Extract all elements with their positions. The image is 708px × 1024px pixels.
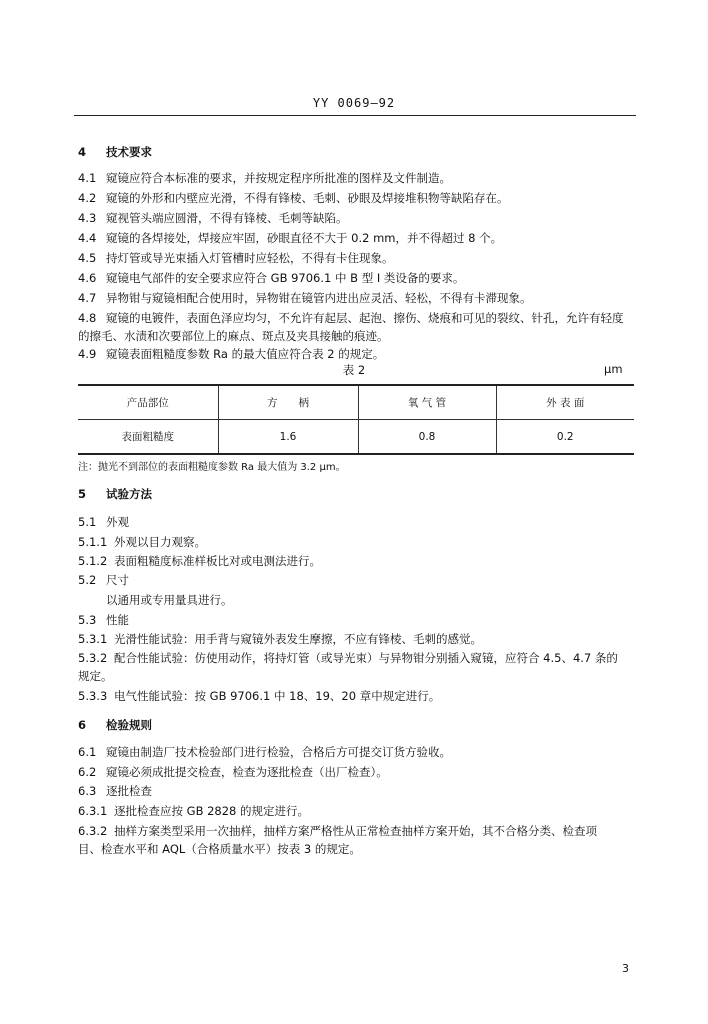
table-cell: 1.6	[218, 420, 358, 455]
clause-text: 抽样方案类型采用一次抽样，抽样方案严格性从正常检查抽样方案开始，其不合格分类、检查项	[114, 824, 597, 838]
clause-text: 窥镜的电镀件，表面色泽应均匀，不允许有起层、起泡、擦伤、烧痕和可见的裂纹、针孔，允许有轻度	[106, 311, 624, 325]
clause-4-6	[78, 270, 640, 286]
clause-number: 5.3.2	[78, 651, 108, 665]
section-number: 6	[78, 718, 87, 732]
clause-5-2	[78, 572, 640, 588]
clause-number: 5.1	[78, 515, 97, 529]
clause-text: 窥视管头端应圆滑，不得有锋棱、毛刺等缺陷。	[106, 211, 348, 225]
clause-text: 外观	[106, 515, 129, 529]
clause-6-2	[78, 764, 640, 780]
clause-5-3-2-continued: 规定。	[78, 669, 113, 683]
table-header-cell: 产品部位	[78, 385, 218, 420]
table-2-title: 表 2	[342, 363, 366, 377]
clause-4-8-continued: 的擦毛、水渍和次要部位上的麻点、斑点及夹具接触的痕迹。	[78, 329, 389, 343]
clause-5-3	[78, 612, 640, 628]
clause-number: 4.1	[78, 171, 97, 185]
header-rule	[74, 115, 636, 116]
clause-number: 6.3.1	[78, 804, 108, 818]
clause-number: 4.7	[78, 291, 97, 305]
table-cell: 0.2	[496, 420, 634, 455]
table-header-row	[78, 385, 634, 420]
clause-number: 6.1	[78, 745, 97, 759]
clause-4-5	[78, 250, 640, 266]
clause-text: 窥镜电气部件的安全要求应符合 GB 9706.1 中 B 型 I 类设备的要求。	[106, 271, 465, 285]
clause-text: 光滑性能试验：用手背与窥镜外表发生摩擦，不应有锋棱、毛刺的感觉。	[114, 632, 482, 646]
table-header-cell: 方 柄	[218, 385, 358, 420]
clause-text: 性能	[106, 613, 129, 627]
table-2-unit: μm	[604, 362, 623, 376]
clause-text: 异物钳与窥镜相配合使用时，异物钳在镜管内进出应灵活、轻松，不得有卡滞现象。	[106, 291, 532, 305]
clause-number: 5.2	[78, 573, 97, 587]
clause-text: 逐批检查	[106, 784, 152, 798]
page-number: 3	[622, 962, 629, 975]
standard-code-header: YY 0069—92	[312, 96, 396, 110]
table-cell: 表面粗糙度	[78, 420, 218, 455]
clause-4-1	[78, 170, 640, 186]
clause-text: 窥镜的外形和内壁应光滑，不得有锋棱、毛刺、砂眼及焊接堆积物等缺陷存在。	[106, 191, 509, 205]
clause-4-8	[78, 310, 640, 326]
clause-text: 持灯管或导光束插入灯管槽时应轻松，不得有卡住现象。	[106, 251, 394, 265]
clause-6-3-2	[78, 823, 640, 839]
clause-number: 5.3.1	[78, 632, 108, 646]
clause-6-1	[78, 744, 640, 760]
clause-number: 4.5	[78, 251, 97, 265]
clause-text: 电气性能试验：按 GB 9706.1 中 18、19、20 章中规定进行。	[114, 689, 441, 703]
clause-6-3-2-continued: 目、检查水平和 AQL（合格质量水平）按表 3 的规定。	[78, 842, 361, 856]
section-title: 检验规则	[106, 718, 152, 732]
clause-number: 4.8	[78, 311, 97, 325]
table-header-cell: 外 表 面	[496, 385, 634, 420]
section-number: 5	[78, 487, 87, 501]
clause-6-3-1	[78, 803, 640, 819]
clause-5-3-3	[78, 688, 640, 704]
table-cell: 0.8	[358, 420, 496, 455]
clause-text: 逐批检查应按 GB 2828 的规定进行。	[114, 804, 310, 818]
table-header-cell: 氧 气 管	[358, 385, 496, 420]
clause-text: 外观以目力观察。	[114, 535, 206, 549]
clause-number: 6.3.2	[78, 824, 108, 838]
clause-5-1-1	[78, 534, 640, 550]
section-6-heading	[78, 717, 640, 733]
clause-number: 4.4	[78, 231, 97, 245]
section-title: 试验方法	[106, 487, 152, 501]
clause-4-9	[78, 346, 640, 362]
section-title: 技术要求	[106, 145, 152, 159]
clause-number: 5.3	[78, 613, 97, 627]
clause-5-2-body: 以通用或专用量具进行。	[106, 593, 233, 607]
clause-5-3-2	[78, 650, 640, 666]
clause-6-3	[78, 783, 640, 799]
clause-text: 窥镜应符合本标准的要求，并按规定程序所批准的图样及文件制造。	[106, 171, 451, 185]
clause-4-4	[78, 230, 640, 246]
clause-4-2	[78, 190, 640, 206]
clause-number: 5.1.2	[78, 554, 108, 568]
section-4-heading	[78, 144, 640, 160]
clause-5-1	[78, 514, 640, 530]
table-row	[78, 420, 634, 455]
clause-number: 4.3	[78, 211, 97, 225]
clause-number: 6.3	[78, 784, 97, 798]
clause-number: 4.2	[78, 191, 97, 205]
clause-number: 5.3.3	[78, 689, 108, 703]
roughness-table	[78, 384, 634, 455]
section-5-heading	[78, 486, 640, 502]
clause-text: 窥镜必须成批提交检查，检查为逐批检查（出厂检查）。	[106, 765, 388, 779]
clause-4-7	[78, 290, 640, 306]
clause-number: 5.1.1	[78, 535, 108, 549]
clause-text: 配合性能试验：仿使用动作，将持灯管（或导光束）与异物钳分别插入窥镜，应符合 4.5、4.7 条的	[114, 651, 618, 665]
table-2-note: 注：抛光不到部位的表面粗糙度参数 Ra 最大值为 3.2 μm。	[78, 462, 346, 473]
clause-number: 6.2	[78, 765, 97, 779]
clause-text: 表面粗糙度标准样板比对或电测法进行。	[114, 554, 321, 568]
clause-text: 尺寸	[106, 573, 129, 587]
clause-text: 窥镜的各焊接处，焊接应牢固，砂眼直径不大于 0.2 mm，并不得超过 8 个。	[106, 231, 503, 245]
clause-number: 4.6	[78, 271, 97, 285]
clause-5-3-1	[78, 631, 640, 647]
clause-number: 4.9	[78, 347, 97, 361]
clause-text: 窥镜由制造厂技术检验部门进行检验，合格后方可提交订货方验收。	[106, 745, 451, 759]
section-number: 4	[78, 145, 87, 159]
clause-5-1-2	[78, 553, 640, 569]
clause-text: 窥镜表面粗糙度参数 Ra 的最大值应符合表 2 的规定。	[106, 347, 385, 361]
clause-4-3	[78, 210, 640, 226]
